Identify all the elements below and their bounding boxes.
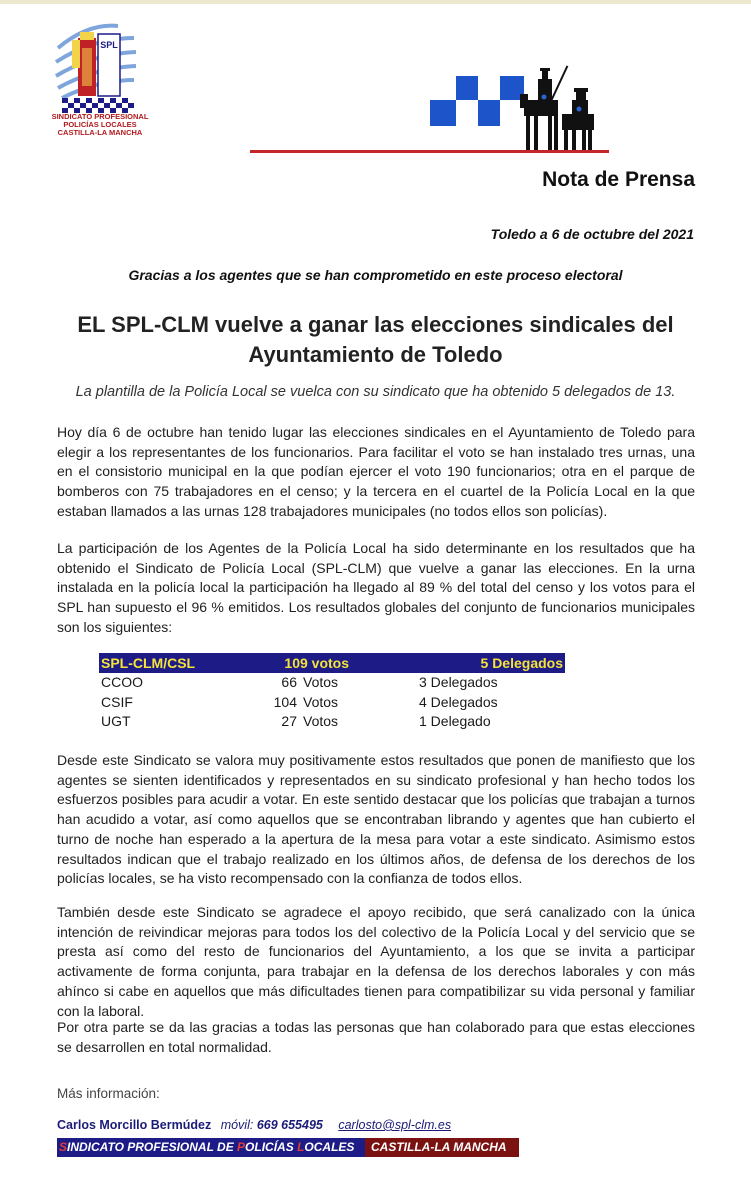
table-row xyxy=(99,692,565,712)
votes-label: Votos xyxy=(303,674,339,691)
winner-votes: 109 votos xyxy=(251,653,351,673)
footer-org-bar xyxy=(57,1138,519,1157)
union-delegates: 4 Delegados xyxy=(419,693,498,710)
paragraph-5: Por otra parte se da las gracias a todas las personas que han colaborado para que estas elecciones se desarrollen en total normalidad. xyxy=(57,1019,695,1055)
union-votes: 66 xyxy=(281,674,297,691)
footer-region: CASTILLA-LA MANCHA xyxy=(365,1138,519,1157)
phone-number: 669 655495 xyxy=(256,1118,323,1132)
footer-org-name: SINDICATO PROFESIONAL DE POLICÍAS LOCALES xyxy=(57,1138,365,1157)
page-title: Nota de Prensa xyxy=(542,168,695,191)
union-name: CSIF xyxy=(101,693,133,710)
logo-caption-line-1: SINDICATO PROFESIONAL xyxy=(51,112,149,121)
winner-name: SPL-CLM/CSL xyxy=(99,653,251,673)
union-delegates: 1 Delegado xyxy=(419,713,491,730)
quijote-sancho-silhouette-icon xyxy=(518,64,602,156)
paragraph-4: También desde este Sindicato se agradece el apoyo recibido, que será canalizado con la única intención de reivindicar mejoras para todos los del colectivo de la Policía Local y del servicio que se presta así como del resto de funcionarios del Ayuntamiento, a los que se invita a participar activamente de forma conjunta, para trabajar en la defensa de los derechos laborales y con más ahínco si cabe en aquellos que más dificultades tienen para compatibilizar su vida personal y familiar con la laboral. xyxy=(57,904,695,1019)
votes-label: Votos xyxy=(303,713,339,730)
union-votes: 104 xyxy=(273,693,297,710)
results-table xyxy=(99,653,565,731)
press-date: Toledo a 6 de octubre del 2021 xyxy=(490,226,694,242)
table-row xyxy=(99,673,565,693)
logo-caption-line-2: POLICÍAS LOCALES xyxy=(63,120,137,129)
more-info-label: Más información: xyxy=(57,1086,160,1101)
contact-line xyxy=(57,1118,451,1132)
paragraph-3: Desde este Sindicato se valora muy positivamente estos resultados que ponen de manifiesto que los agentes se sienten identificados y representados en su sindicato profesional y han hecho todos los esfuerzos posibles para acudir a votar. En este sentido destacar que los policías que trabajan a turnos han acudido a votar, así como aquellos que se encontraban librando y agentes que han cubierto el turno de noche han esperado a la apertura de la mesa para votar a este sindicato. Asimismo estos resultados indican que el trabajo realizado en los últimos años, de defensa de los derechos de los policías locales, se ha visto recompensado con la confianza de todos ellos. xyxy=(57,752,695,887)
top-edge-strip xyxy=(0,0,751,4)
votes-label: Votos xyxy=(303,693,339,710)
checker-pattern xyxy=(430,70,524,126)
subheadline: La plantilla de la Policía Local se vuelca con su sindicato que ha obtenido 5 delegados de 13. xyxy=(75,384,676,400)
union-name: CCOO xyxy=(101,674,143,691)
union-name: UGT xyxy=(101,713,131,730)
logo-caption-line-3: CASTILLA-LA MANCHA xyxy=(57,128,143,137)
winner-delegates: 5 Delegados xyxy=(351,653,565,673)
logo-caption xyxy=(50,113,150,137)
union-delegates: 3 Delegados xyxy=(419,674,498,691)
header-red-rule xyxy=(250,150,609,153)
results-header-row xyxy=(99,653,565,673)
phone-label: móvil: xyxy=(220,1118,254,1132)
logo-letters: SPL xyxy=(100,40,118,50)
contact-name: Carlos Morcillo Bermúdez xyxy=(57,1118,212,1132)
email-link[interactable]: carlosto@spl-clm.es xyxy=(338,1118,452,1132)
paragraph-1: Hoy día 6 de octubre han tenido lugar las elecciones sindicales en el Ayuntamiento de Toledo para elegir a los representantes de los funcionarios. Para facilitar el voto se han instalado tres urnas, una en el consistorio municipal en la que podían ejercer el voto 190 funcionarios; otra en el parque de bomberos con 75 trabajadores en el censo; y la tercera en el cuartel de la Policía Local en la que estaban llamados a las urnas 128 trabajadores municipales (no todos ellos son policías). xyxy=(57,424,695,519)
paragraph-2: La participación de los Agentes de la Policía Local ha sido determinante en los resultados que ha obtenido el Sindicato de Policía Local (SPL-CLM) que vuelve a ganar las elecciones. En la urna instalada en la policía local la participación ha llegado al 89 % del total del censo y los votos para el SPL han supuesto el 96 % emitidos. Los resultados globales del conjunto de funcionarios municipales son los siguientes: xyxy=(57,540,695,635)
union-votes: 27 xyxy=(281,713,297,730)
table-row xyxy=(99,712,565,732)
headline: EL SPL-CLM vuelve a ganar las elecciones sindicales del Ayuntamiento de Toledo xyxy=(77,312,674,367)
tagline: Gracias a los agentes que se han comprometido en este proceso electoral xyxy=(128,267,623,283)
